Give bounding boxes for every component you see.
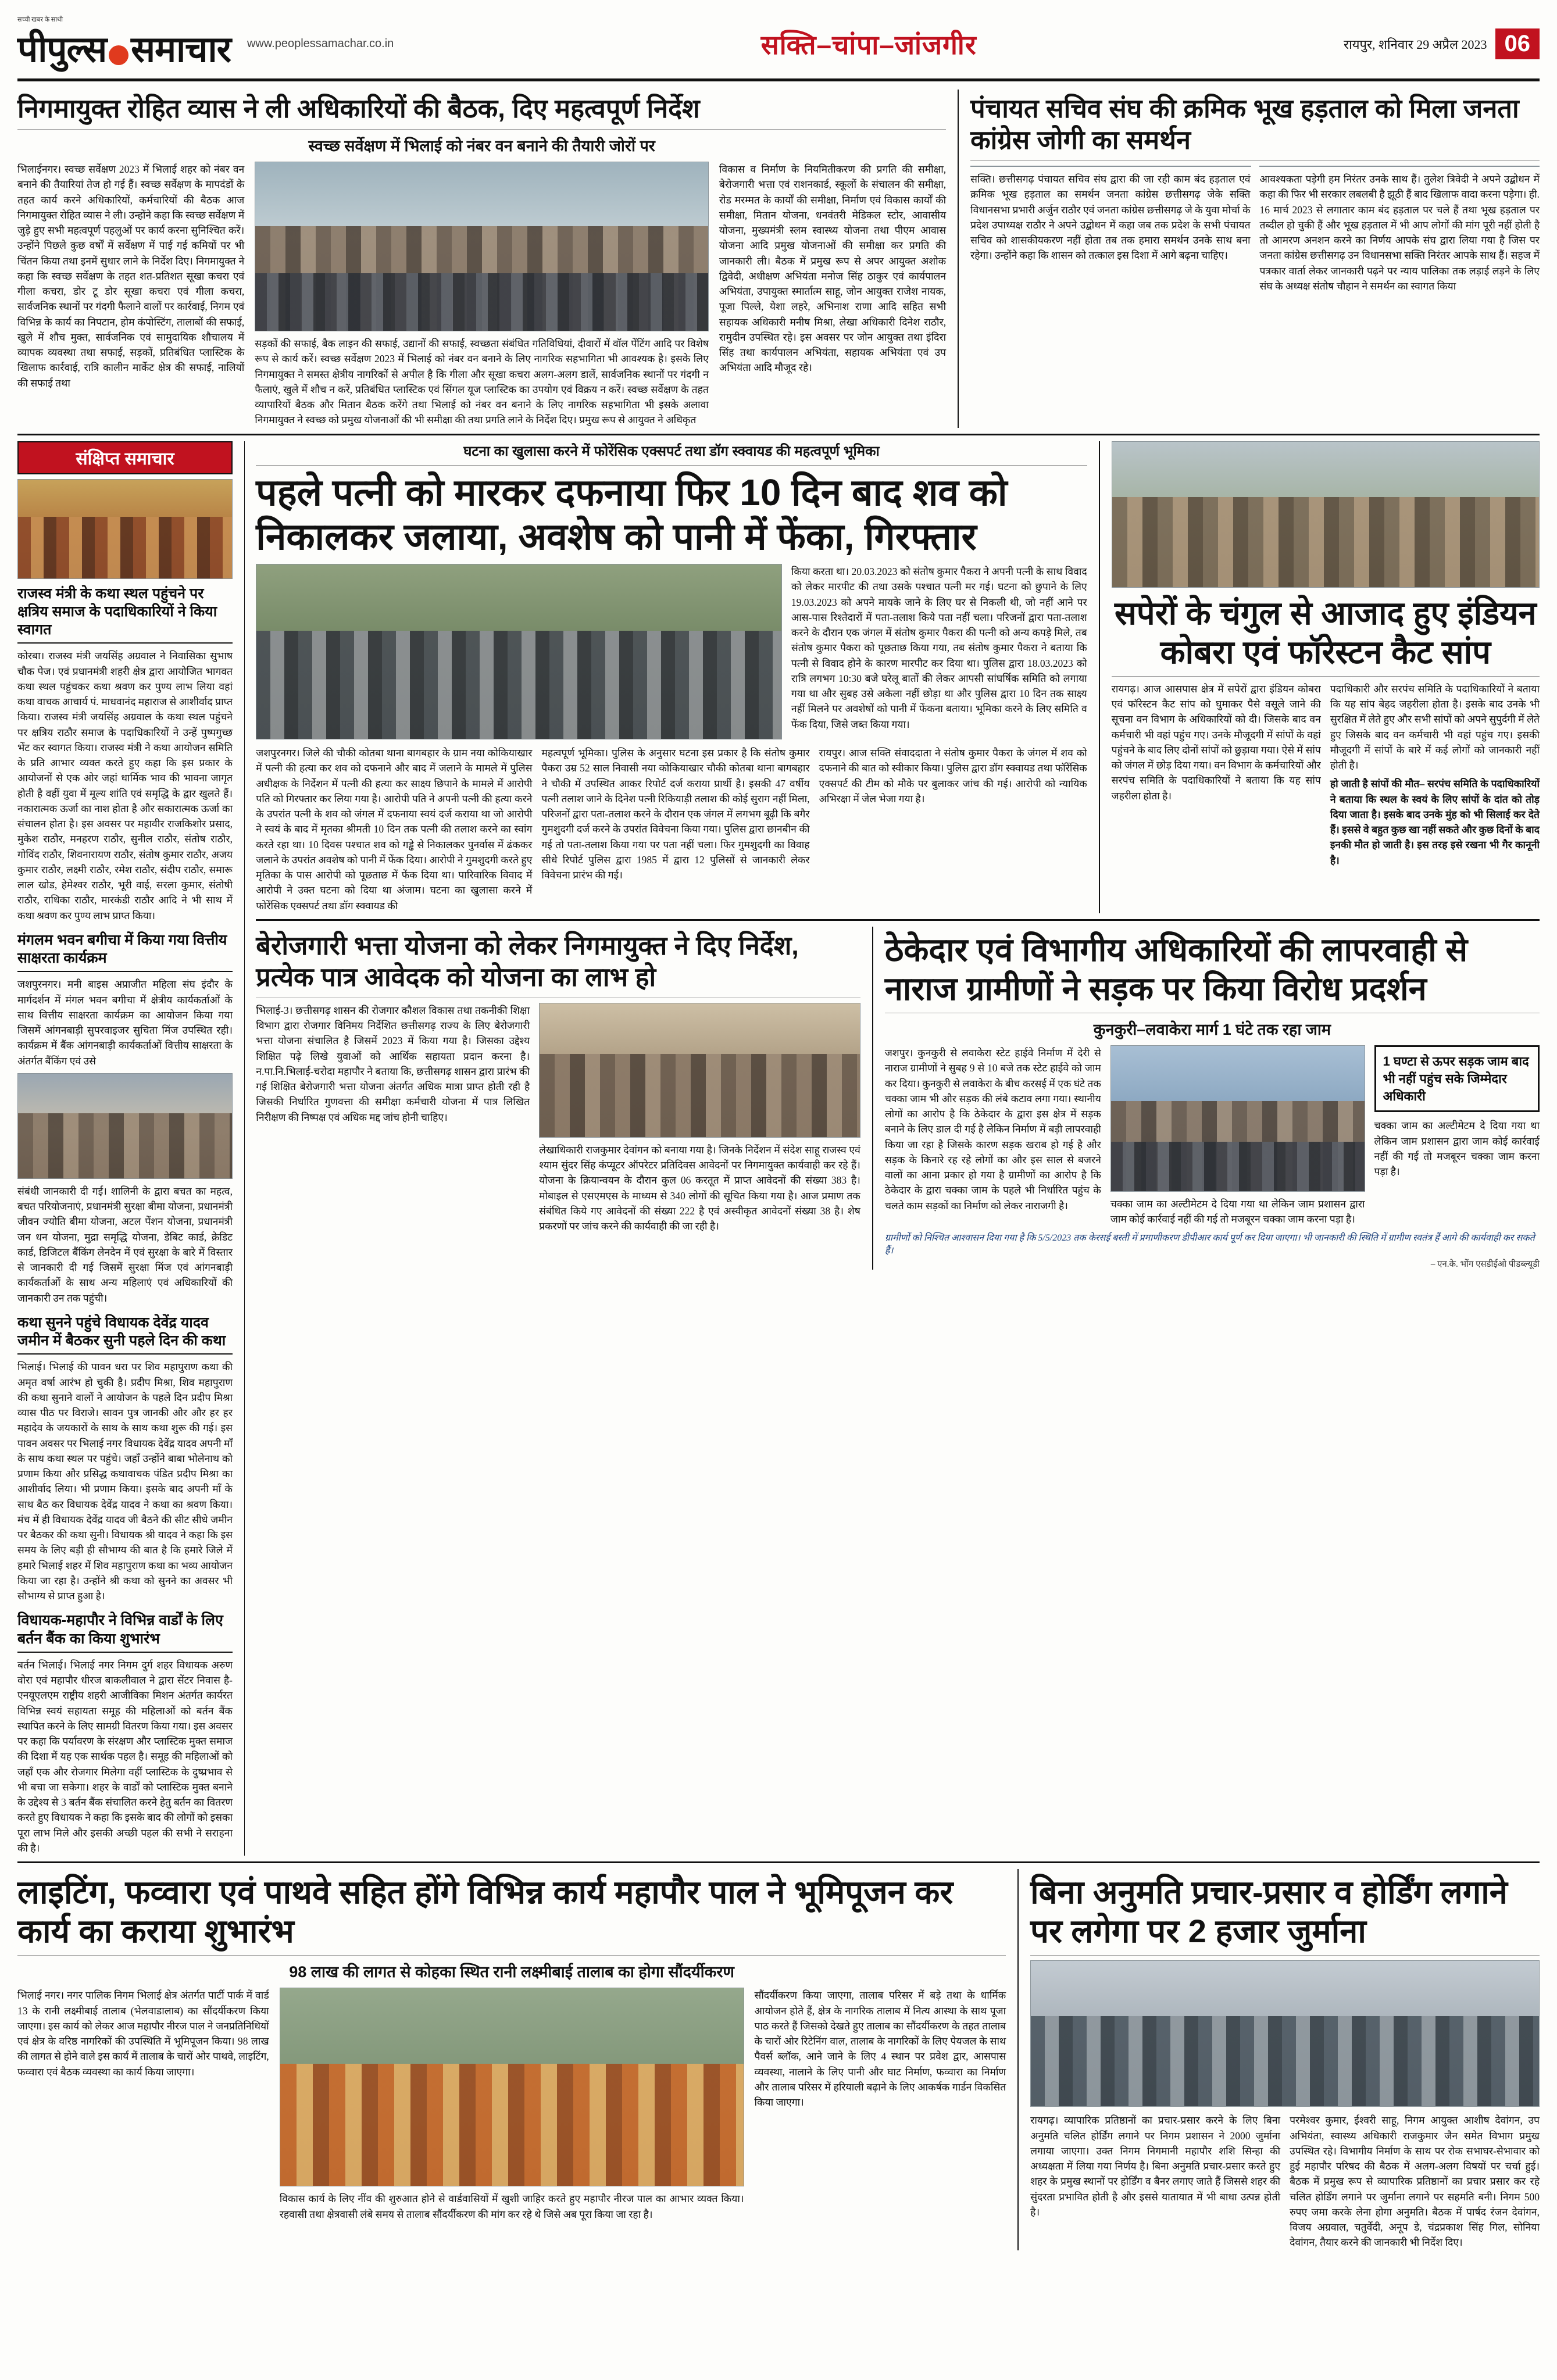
lead-row: [17, 90, 1540, 428]
second-band: [17, 441, 1540, 1856]
protest-headline: ठेकेदार एवं विभागीय अधिकारियों की लापरवाही से नाराज ग्रामीणों ने सड़क पर किया विरोध प्रदर्शन: [884, 931, 1468, 1007]
hoarding-headline: बिना अनुमति प्रचार-प्रसार व होर्डिंग लगाने पर लगेगा पर 2 हजार जुर्माना: [1030, 1874, 1508, 1950]
lead-left-subhead: स्वच्छ सर्वेक्षण में भिलाई को नंबर वन बनाने की तैयारी जोरों पर: [308, 137, 655, 155]
brief-1-body: कोरबा। राजस्व मंत्री जयसिंह अग्रवाल ने निवासिका सुभाष चौक पेज। एवं प्रधानमंत्री शहरी क्षेत्र द्वारा आयोजित भागवत कथा स्थल पहुंचकर कथा श्रवण कर पुण्य लाभ लिया वहां कथा वाचक आचार्य पं. माधवानंद महाराज से आशीर्वाद प्राप्त किया। राजस्व मंत्री जयसिंह अग्रवाल के कथा स्थल पहुंचने पर क्षत्रिय राठौर समाज के पदाधिकारियों ने उन्हें पुष्पगुच्छ भेंट कर स्वागत किया। राजस्व मंत्री ने कथा आयोजन समिति के प्रति आभार व्यक्त करते हुए कहा कि इस प्रकार के आयोजनों से एक ओर जहां धार्मिक भाव की भावना जागृत होती है वहीं युवा में मूल्य शांति एवं समृद्धि के द्वार खुलते हैं। नकारात्मक ऊर्जा का नाश होता है और सकारात्मक ऊर्जा का संचालन होता है। इस अवसर पर महावीर राजकिशोर प्रसाद, मुकेश राठौर, मनहरण राठौर, सुनील राठौर, संतोष राठौर, गोविंद राठौर, शिवनारायण राठौर, संतोष कुमार राठौर, अजय कुमार राठौर, लक्ष्मी राठौर, रमेश राठौर, संदीप राठौर, समारू लाल खोड, हेमेश्वर राठौर, भूरी वाई, सरला कुमार, संतोषी राठौर, राधिका राठौर, मारकंडी राठौर आदि ने भी साथ में कथा श्रवण कर पुण्य लाभ प्राप्त किया।: [17, 650, 233, 921]
brief-3-head: कथा सुनने पहुंचे विधायक देवेंद्र यादव जमीन में बैठकर सुनी पहले दिन की कथा: [17, 1314, 233, 1355]
site-url[interactable]: www.peoplessamachar.co.in: [247, 37, 394, 50]
hoarding-col1: रायगढ़। व्यापारिक प्रतिष्ठानों का प्रचार-प्रसार करने के लिए बिना अनुमति चलित होर्डिंग लगाने पर निगम प्रशासन ने 2000 जुर्माना लगाया जाएगा। उक्त निगम निगमानी महापौर शशि सिन्हा की अध्यक्षता में लिया गया निर्णय है। बिना अनुमति प्रचार-प्रसार करते हुए शहर के प्रमुख स्थानों पर होर्डिंग व बैनर लगाए जाते हैं जिससे शहर की सुंदरता प्रभावित होती है और इससे यातायात में भी बाधा उत्पन्न होती है।: [1030, 2114, 1281, 2218]
logo-tagline: सच्ची खबर के साथी: [17, 16, 63, 23]
lead-right-story: [970, 90, 1540, 428]
snake-col2: पदाधिकारी और सरपंच समिति के पदाधिकारियों ने बताया कि यह सांप बेहद जहरीला होता है। इसके बाद उनके भी सुरक्षित में लेते हुए और सभी सांपों को अपने सुपुर्दगी में लेते हुए जिसके बाद वन कर्मचारी भी वहां पहुंच गए। इसकी मौजूदगी में सांपों के बारे में कई लोगों को जानकारी नहीं होती है।: [1330, 682, 1540, 771]
unemployment-col2: लेखाधिकारी राजकुमार देवांगन को बनाया गया है। जिनके निर्देशन में संदेश साहू राजस्व एवं श्याम सुंदर सिंह कंप्यूटर ऑपरेटर प्रतिदिवस आवेदनों पर निगमायुक्त कार्यवाही कर रहे हैं। योजना के क्रियान्वयन के दौरान कुल 06 करतूत में प्राप्त आवेदनों की संख्या 383 है। मोबाइल से एसएमएस के माध्यम से 340 लोगों की सूचित किया गया है। आज प्रमाण तक संबंधित किये गए आवेदनों की संख्या 222 है एवं अस्वीकृत आवेदनों संख्या 38 है। शेष प्रकरणों पर जांच करने की कार्यवाही की जा रही है।: [539, 1143, 860, 1232]
center-right-band: [256, 441, 1540, 1856]
snake-col1: रायगढ़। आज आसपास क्षेत्र में सपेरों द्वारा इंडियन कोबरा एवं फॉरेस्टन कैट सांप को घुमाकर पैसे वसूले जाने की सूचना वन विभाग के अधिकारियों को दी। जिसके बाद वन कर्मचारी भी वहां पहुंच गए। उनके मौजूदगी में सांपों के वहां पहुंचने के बाद लिए दोनों सांपों को छुड़ाया गया। ऐसे में सांप को जंगल में छोड़ दिया गया। वन विभाग के कर्मचारियों और सरपंच समिति के पदाधिकारियों ने बताया कि यह सांप जहरीला होता है।: [1111, 682, 1321, 802]
briefs-column: [17, 441, 233, 1856]
lighting-subhead: 98 लाख की लागत से कोहका स्थित रानी लक्ष्मीबाई तालाब का होगा सौंदर्यीकरण: [289, 1963, 734, 1981]
lighting-col3: सौंदर्यीकरण किया जाएगा, तालाब परिसर में बड़े तथा के धार्मिक आयोजन होते हैं, क्षेत्र के नागरिक तालाब में नित्य आस्था के साथ पूजा पाठ करते हैं जिसको देखते हुए तालाब का सौंदर्यीकरण के तहत तालाब के चारों ओर रिटेनिंग वाल, तालाब के नागरिकों के लिए पेयजल के साथ पैवर्स ब्लॉक, आने जाने के लिए 4 स्थान पर प्रवेश द्वार, आसपास व्यवस्था, नालाने के लिए पानी और घाट निर्माण, फव्वारा का निर्माण और तालाब परिसर में हरियाली बढ़ाने के लिए आकर्षक गार्डन विकसित किया जाएगा।: [754, 1989, 1006, 2109]
briefs-photo-2: [17, 1073, 233, 1179]
hoarding-col2: परमेश्वर कुमार, ईश्वरी साहू, निगम आयुक्त आशीष देवांगन, उप अभियंता, स्वास्थ्य अधिकारी राजकुमार जैन समेत विभाग प्रमुख उपस्थित रहे। विभागीय निर्माण के साथ पर रोक सभाघर-सेभावार को हुई महापौर परिषद की बैठक में अलग-अलग विषयों पर चर्चा हुई। बैठक में प्रमुख रूप से व्यापारिक प्रतिष्ठानों का प्रचार प्रसार कर रहे चलित होर्डिंग लगाने पर जुर्माना लगाने पर सहमति बनी। निगम 500 रुपए जमा करके लेना होगा अनुमति। बैठक में पार्षद रंजन देवांगन, विजय अग्रवाल, चतुर्वेदी, अनूप डे, चंद्रप्रकाश सिंह गिल, सोनिया देवांगन, तैयार करने की जानकारी भी निर्देश दिए।: [1290, 2114, 1540, 2249]
lead-right-headline: पंचायत सचिव संघ की क्रमिक भूख हड़ताल को मिला जनता कांग्रेस जोगी का समर्थन: [970, 94, 1519, 155]
unemployment-headline: बेरोजगारी भत्ता योजना को लेकर निगमायुक्त ने दिए निर्देश, प्रत्येक पात्र आवेदक को योजना का लाभ हो: [256, 930, 799, 992]
edition-block: [394, 26, 1344, 62]
bottom-band: [17, 1869, 1540, 2250]
crime-headline: पहले पत्नी को मारकर दफनाया फिर 10 दिन बाद शव को निकालकर जलाया, अवशेष को पानी में फेंका, गिरफ्तार: [256, 471, 1008, 558]
lead-left-headline: निगमायुक्त रोहित व्यास ने ली अधिकारियों की बैठक, दिए महत्वपूर्ण निर्देश: [17, 94, 700, 123]
date-line: रायपुर, शनिवार 29 अप्रैल 2023: [1344, 37, 1487, 52]
brief-4-body: बर्तन भिलाई। भिलाई नगर निगम दुर्ग शहर विधायक अरुण वोरा एवं महापौर धीरज बाकलीवाल ने द्वारा सेंटर निवास है-एनयूएलएम राष्ट्रीय शहरी आजीविका मिशन अंतर्गत कार्यरत विभिन्न स्वयं सहायता समूह की महिलाओं को बर्तन बैंक स्थापित करने के लिए सामग्री वितरण किया गया। इस अवसर पर कहा कि पर्यावरण के संरक्षण और प्लास्टिक मुक्त समाज की दिशा में यह एक सार्थक पहल है। समूह की महिलाओं को जहाँ एक और रोजगार मिलेगा वहीं प्लास्टिक के दुष्प्रभाव से भी बचा जा सकेगा। शहर के वार्डों को प्लास्टिक मुक्त बनाने के उद्देश्य से 3 बर्तन बैंक संचालित करने हेतु बर्तन का वितरण करते हुए विधायक ने कहा कि इसके बाद की लोगों को इसका पूरा लाभ मिले और इसकी अच्छी पहल की सभी ने सराहना की है।: [17, 1659, 233, 1854]
crime-col2: महत्वपूर्ण भूमिका। पुलिस के अनुसार घटना इस प्रकार है कि संतोष कुमार पैकरा उम्र 52 साल निवासी नया कोकियाखार चौकी कोतबा थाना बागबहार ने चौकी में उपस्थित आकर रिपोर्ट दर्ज कराया प्रार्थी है। इसकी 47 वर्षीय पत्नी तलाश जाने के दिनेश पत्नी रिकियाड़ी तलाश की कोई सुराग नहीं मिला, परिजनों द्वारा पता-तलाश करने के दौरान एक जंगल में लगभग बूढ़ी कि बगैर गुमशुदगी दर्ज करने के उपरांत विवेचना किया गया। पुलिस द्वारा छानबीन की गई तो पता-तलाश किया गया पर पता नहीं चला। फिर गुमशुदगी का विवाह सीधे रिपोर्ट पुलिस द्वारा 1985 में द्वारा 12 पुलिसों से जानकारी लेकर विवेचना प्रारंभ की गई।: [541, 747, 810, 881]
protest-photo: [1110, 1045, 1365, 1192]
crime-photo: [256, 564, 782, 739]
protest-col2: चक्का जाम का अल्टीमेटम दे दिया गया था लेकिन जाम प्रशासन द्वारा जाम कोई कार्रवाई नहीं की गई तो मजबूरन चक्का जाम करना पड़ा है।: [1110, 1198, 1365, 1225]
lead-right-photo-1: [970, 166, 1251, 167]
unemployment-photo: [539, 1003, 860, 1138]
lead-right-col2: आवश्यकता पड़ेगी हम निरंतर उनके साथ हैं। तुलेश त्रिवेदी ने अपने उद्बोधन में कहा की फिर भी सरकार लबलबी है झूठी हैं बाद खिलाफ वादा करना पड़ेगा। ही. 16 मार्च 2023 से लगातार काम बंद हड़ताल पर चले हैं तथा भूख हड़ताल पर तब्दील हो चुकी हैं और भूख हड़ताल में भी आप लोगों की मांग पूरी नहीं होती है तो आमरण अनशन करने का निर्णय आपके संघ द्वारा लिया गया है जिस पर जनता कांग्रेस छत्तीसगढ़ उन विधानसभा सक्ति निरंतर आपके साथ हैं। सहज में पत्रकार वार्ता लेकर जानकारी पढ़ने पर न्याय पालिका तक लड़ाई लड़ने के लिए संघ के अध्यक्ष संतोष चौहान ने समर्थन का स्वागत किया: [1259, 173, 1540, 292]
lead-left-col2: सड़कों की सफाई, बैक लाइन की सफाई, उद्यानों की सफाई, स्वच्छता संबंधित गतिविधियां, दीवारों में वॉल पेंटिंग आदि पर विशेष रूप से कार्य करें। स्वच्छ सर्वेक्षण 2023 में भिलाई को नंबर वन बनाने के लिए नागरिक सहभागिता भी आवश्यक है। इसके लिए निगमायुक्त ने समस्त क्षेत्रीय नागरिकों से अपील है कि गीला और सूखा कचरा अलग-अलग डालें, सार्वजनिक स्थानों पर गंदगी न फैलाएं, खुले में शौच न करें, प्रतिबंधित प्लास्टिक एवं सिंगल यूज प्लास्टिक का उपयोग एवं विक्रय न करें। स्वच्छ सर्वेक्षण के तहत व्यापारियों बैठक और मितान बैठक करेंगे तथा भिलाई को नंबर वन बनाने के लिए नागरिक सहभागिता भी इसके अलावा निगमायुक्त ने स्वच्छ को प्रमुख योजनाओं की भी समीक्षा की तथा प्रगति लाने के निर्देश दिए। प्रमुख रूप से आयुक्त ने अधिकृत: [255, 338, 709, 426]
protest-sign: – एन.के. भोंग एसडीईओ पीडब्ल्यूडी: [1430, 1259, 1540, 1269]
hoarding-story: [1030, 1869, 1540, 2250]
edition-name: सक्ति–चांपा–जांजगीर: [760, 29, 977, 60]
brief-1-head: राजस्व मंत्री के कथा स्थल पहुंचने पर क्षत्रिय समाज के पदाधिकारियों ने किया स्वागत: [17, 585, 233, 644]
snake-highlight: हो जाती है सांपों की मौत– सरपंच समिति के पदाधिकारियों ने बताया कि स्थल के स्वयं के लिए सांपों के दांत को तोड़ दिया जाता है। इसके बाद उनके मुंह को भी सिलाई कर देते हैं। इससे वे बहुत कुछ खा नहीं सकते और कुछ दिनों के बाद इनकी मौत हो जाती है। इस तरह इसे रखना भी गैर कानूनी है।: [1330, 778, 1540, 866]
protest-col3: चक्का जाम का अल्टीमेटम दे दिया गया था लेकिन जाम प्रशासन द्वारा जाम कोई कार्रवाई नहीं की गई तो मजबूरन चक्का जाम करना पड़ा है।: [1374, 1120, 1540, 1178]
lighting-col1: भिलाई नगर। नगर पालिक निगम भिलाई क्षेत्र अंतर्गत पार्टी पार्क में वार्ड 13 के रानी लक्ष्मीबाई तालाब (भेलवाडालाब) का सौंदर्यीकरण किया जाएगा। इस कार्य को लेकर आज महापौर नीरज पाल ने जनप्रतिनिधियों एवं क्षेत्र के वरिष्ठ नागरिकों की उपस्थिति में भूमिपूजन किया। 98 लाख की लागत से होने वाले इस कार्य में तालाब के चारों ओर पाथवे, लाइटिंग, फव्वारा एवं बैठक व्यवस्था का कार्य किया जाएगा।: [17, 1989, 269, 2078]
logo-main: पीपुल्स: [17, 30, 107, 70]
logo: [17, 15, 231, 73]
brief-3-body: भिलाई। भिलाई की पावन धरा पर शिव महापुराण कथा की अमृत वर्षा आरंभ हो चुकी है। प्रदीप मिश्रा, शिव महापुराण की कथा सुनाने वालों ने आयोजन के पहले दिन प्रदीप मिश्रा व्यास पीठ पर विराजे। सावन पुत्र जानकी और और हर हर महादेव के जयकारों के साथ के साथ कथा शुरू की गई। इस पावन अवसर पर भिलाई नगर विधायक देवेंद्र यादव अपनी माँ के साथ कथा स्थल पर पहुंचे। जहाँ उन्होंने बाबा भोलेनाथ को प्रणाम किया और प्रसिद्ध कथावाचक पंडित प्रदीप मिश्रा का आशीर्वाद लिया। भी प्रणाम किया। इसके बाद अपनी माँ के साथ बैठ कर विधायक देवेंद्र यादव ने कथा का श्रवण किया। मंच में ही विधायक देवेंद्र यादव जी बैठने की सीट सीधे जमीन पर बैठकर की कथा सुनी। विधायक श्री यादव ने कहा कि इस समय के लिए बड़ी ही सौभाग्य की बात है कि हमारे जिले में हमारे भिलाई शहर में शिव महापुराण कथा का भव्य आयोजन किया जा रहा है। उन्होंने श्री कथा को सुनने का अवसर भी सौभाग्य से प्राप्त हुआ है।: [17, 1361, 233, 1602]
brief-2-body-2: संबंधी जानकारी दी गई। शालिनी के द्वारा बचत का महत्व, बचत परियोजनाएं, प्रधानमंत्री सुरक्षा बीमा योजना, प्रधानमंत्री जीवन ज्योति बीमा योजना, अटल पेंशन योजना, प्रधानमंत्री जन धन योजना, मुद्रा समृद्धि योजना, डेबिट कार्ड, क्रेडिट कार्ड, डिजिटल बैंकिंग लेनदेन में एवं सुरक्षा के बारे में विस्तार से जानकारी दी गई जिसमें सुरक्षा मिंज एवं आंगनबाड़ी कार्यकर्ताओं के साथ अन्य महिलाएं एवं अधिकारियों की जानकारी उन तक पहुंची।: [17, 1185, 233, 1304]
brief-2-head: मंगलम भवन बगीचा में किया गया वित्तीय साक्षरता कार्यक्रम: [17, 931, 233, 973]
lead-right-photo-2: [1259, 166, 1540, 167]
logo-text: [17, 24, 231, 73]
protest-story: [885, 927, 1540, 1270]
logo-second: समाचार: [131, 30, 231, 70]
snake-story: [1112, 441, 1540, 913]
protest-col1: जशपुर। कुनकुरी से लवाकेरा स्टेट हाईवे निर्माण में देरी से नाराज ग्रामीणों ने सुबह 9 से 10 बजे तक स्टेट हाईवे को जाम कर दिया। कुनकुरी से लवाकेरा के बीच करसई में एक घंटे तक चक्का जाम भी और सड़क की लंबे कटाव लगा गया। स्थानीय लोगों का आरोप है कि ठेकेदार के द्वारा इस क्षेत्र में सड़क बनाने के लिए डाल दी गई है लेकिन निर्माण में बड़ी लापरवाही किया जा रहा है जिसके कारण सड़क खराब हो गई है और सड़क के किनारे रह रहे लोगों का और इस साल से बजरने वालों का आना प्रकार हो गया है ग्रामीणों का आरोप है कि ठेकेदार के द्वारा चक्का जाम के पहले भी निर्धारित पहुंच के चलते काम सड़कों का निर्माण को लेकर नाराजगी है।: [884, 1047, 1101, 1212]
crime-col1: जशपुरनगर। जिले की चौकी कोतबा थाना बागबहार के ग्राम नया कोकियाखार में पत्नी की हत्या कर शव को दफनाने और बाद में जलाने के मामले में पुलिस अधीक्षक के निर्देशन में पत्नी की हत्या कर साक्ष्य छिपाने के मामले में आरोपी पति को गिरफ्तार कर लिया गया है। आरोपी पति ने अपनी पत्नी की हत्या करने के उपरांत पत्नी के शव को जंगल में दफनाया स्वयं दर्ज कराया था जो आरोपी ने स्वयं के बाद में मृतका श्रीमती 10 दिन तक पत्नी की तलाश करने का स्वांग करते रहा था। 10 दिवस पश्चात शव को गड्ढे से निकालकर पुनर्वास में ढंककर जलाने के उपरांत अवशेष को पानी में फेंक दिया। आरोपी ने गुमशुदगी करते हुए मृतिका के पास आरोपी को पूछताछ में फेंक दिया था। पारिवारिक विवाद में आरोपी ने उक्त घटना को दिया था अंजाम। घटना का खुलासा करने में फोरेंसिक एक्सपर्ट तथा डॉग स्क्वायड की: [256, 747, 533, 912]
protest-subhead: कुनकुरी–लवाकेरा मार्ग 1 घंटे तक रहा जाम: [1093, 1021, 1331, 1039]
sun-icon: [109, 45, 128, 65]
briefs-label: संक्षिप्त समाचार: [17, 441, 233, 474]
unemployment-story: [256, 927, 860, 1270]
masthead-right: [1344, 28, 1540, 59]
snake-headline: सपेरों के चंगुल से आजाद हुए इंडियन कोबरा एवं फॉरेस्टन कैट सांप: [1115, 594, 1537, 670]
briefs-photo-1: [17, 479, 233, 579]
lead-left-col3: विकास व निर्माण के नियमितीकरण की प्रगति की समीक्षा, बेरोजगारी भत्ता एवं राशनकार्ड, स्कूलों के संचालन की समीक्षा, रोड मरम्मत के कार्यों की समीक्षा, निर्माण एवं विकास कार्यों की समीक्षा, मितान योजना, धनवंतरी मेडिकल स्टोर, आवासीय योजना, मुख्यमंत्री स्लम स्वास्थ्य योजना तथा पीएम आवास योजना आदि प्रमुख योजनाओं की समीक्षा कर प्रगति की जानकारी ली। बैठक में प्रमुख रूप से अपर आयुक्त अशोक द्विवेदी, अधीक्षण अभियंता मनोज सिंह ठाकुर एवं कार्यपालन अभियंता, उपायुक्त स्मार्तात्म साहू, जोन आयुक्त राजेश नायक, पूजा पिल्ले, येशा लहरे, अभिनाश राणा आदि सहित सभी सहायक अधिकारी मनीष मिश्रा, लेखा अधिकारी दिनेश राठौर, रामुदीन उपस्थित रहे। इस अवसर पर जोन आयुक्त तथा इंदिरा सिंह तथा कार्यपालन अभियंता, सहायक अभियंता एवं उप अभियंता आदि मौजूद रहे।: [719, 163, 947, 374]
lead-left-photo: [255, 162, 709, 331]
snake-photo: [1112, 441, 1540, 588]
brief-4-head: विधायक-महापौर ने विभिन्न वार्डों के लिए बर्तन बैंक का किया शुभारंभ: [17, 1611, 233, 1653]
brief-2-body: जशपुरनगर। मनी बाइस अप्राजीत महिला संघ इंदौर के मार्गदर्शन में मंगल भवन बगीचा में क्षेत्रीय कार्यकर्ताओं के साथ वित्तीय साक्षरता कार्यक्रम का आयोजन किया गया जिसमें आंगनबाड़ी सुपरवाइजर सुचिता मिंज उपस्थित रही। कार्यक्रम में बैंक आंगनबाड़ी कार्यकर्ताओं वित्तीय साक्षरता के अंतर्गत बैंकिंग एवं उसे: [17, 978, 233, 1067]
protest-note: ग्रामीणों को निश्चित आश्वासन दिया गया है कि 5/5/2023 तक केरसई बस्ती में प्रमाणीकरण डीपीआर कार्य पूर्ण कर दिया जाएगा। भी जानकारी की स्थिति में ग्रामीण स्वतंत्र हैं आगे की कार्यवाही कर सकते हैं।: [884, 1232, 1535, 1256]
lighting-story: [17, 1869, 1006, 2250]
page-number: 06: [1495, 28, 1540, 59]
lead-left-story: [17, 90, 946, 428]
third-band: [256, 927, 1540, 1270]
lighting-photo: [280, 1988, 744, 2186]
lighting-col2: विकास कार्य के लिए नींव की शुरुआत होने से वार्डवासियों में खुशी जाहिर करते हुए महापौर नीरज पाल का आभार व्यक्त किया। रहवासी तथा क्षेत्रवासी लंबे समय से तालाब सौंदर्यीकरण की मांग कर रहे थे जिसे अब पूरा किया जा रहा है।: [279, 2193, 744, 2220]
protest-highlight-box: 1 घण्टा से ऊपर सड़क जाम बाद भी नहीं पहुंच सके जिम्मेदार अधिकारी: [1374, 1045, 1540, 1112]
lighting-headline: लाइटिंग, फव्वारा एवं पाथवे सहित होंगे विभिन्न कार्य महापौर पाल ने भूमिपूजन कर कार्य का कराया शुभारंभ: [17, 1874, 954, 1950]
masthead: [17, 15, 1540, 81]
lead-left-col1: भिलाईनगर। स्वच्छ सर्वेक्षण 2023 में भिलाई शहर को नंबर वन बनाने की तैयारियां तेज हो गई हैं। स्वच्छ सर्वेक्षण के मापदंडों के तहत कार्य करने अधिकारियों, कर्मचारियों की बैठक आज निगमायुक्त रोहित व्यास ने ली। उन्होंने कहा कि स्वच्छ सर्वेक्षण में जुड़े हुए सभी महत्वपूर्ण पहलुओं पर कार्य करना सुनिश्चित करें। उन्होंने पिछले कुछ वर्षों में सर्वेक्षण में पाई गई कमियों पर भी चिंतन किया तथा इनमें सुधार लाने के निर्देश दिए। निगमायुक्त ने कहा कि स्वच्छ सर्वेक्षण के तहत शत-प्रतिशत सूखा कचरा एवं गीला कचरा, डोर टू डोर सूखा कचरा एवं गीला कचरा, सार्वजनिक स्थानों पर गंदगी फैलाने वालों पर कार्रवाई, निगम एवं विभिन्न के कार्य का निपटान, होम कंपोस्टिंग, तालाबों की सफाई, खुले में शौच मुक्त, सार्वजनिक एवं सामुदायिक शौचालय में व्यापक व्यवस्था तथा सफाई, सड़कों, प्रतिबंधित प्लास्टिक के खिलाफ कार्रवाई, रात्रि कालीन मार्केट क्षेत्र की सफाई, नालियों की सफाई तथा: [17, 163, 245, 389]
crime-col4: रायपुर। आज सक्ति संवाददाता ने संतोष कुमार पैकरा के जंगल में शव को दफनाने की बात को स्वीकार किया। पुलिस द्वारा डॉग स्क्वायड तथा फॉरेंसिक एक्सपर्ट की टीम को मौके पर बुलाकर जांच की गई। आरोपी को न्यायिक अभिरक्षा में जेल भेजा गया है।: [819, 747, 1087, 805]
lead-right-col1: सक्ति। छत्तीसगढ़ पंचायत सचिव संघ द्वारा की जा रही काम बंद हड़ताल एवं क्रमिक भूख हड़ताल का समर्थन जनता कांग्रेस छत्तीसगढ़ जेके सक्ति विधानसभा प्रभारी अर्जुन राठौर एवं जनता कांग्रेस छत्तीसगढ़ जे के युवा मोर्चा के प्रदेश उपाध्यक्ष राठौर ने अपने उद्बोधन में कहा जब तक प्रदेश के सभी पंचायत सचिव को शासकीयकरण नहीं होता तब तक हमारा समर्थन उनके साथ बना रहेगा। उन्होंने कहा कि शासन को तत्काल इस दिशा में आगे बढ़ना चाहिए।: [970, 173, 1251, 262]
hoarding-photo: [1030, 1960, 1540, 2107]
crime-kicker: घटना का खुलासा करने में फोरेंसिक एक्सपर्ट तथा डॉग स्क्वायड की महत्वपूर्ण भूमिका: [463, 443, 880, 459]
unemployment-col1: भिलाई-3। छत्तीसगढ़ शासन की रोजगार कौशल विकास तथा तकनीकी शिक्षा विभाग द्वारा रोजगार विनिमय निर्देशित छत्तीसगढ़ राज्य के लिए बेरोजगारी भत्ता योजना संचालित है जिसमें 2023 में किया गया है। जिसका उद्देश्य शिक्षित पढ़े लिखे युवाओं को आर्थिक सहायता प्रदान करना है। न.पा.नि.भिलाई-चरोदा महापौर ने बताया कि, छत्तीसगढ़ शासन द्वारा प्रारंभ की गई शिक्षित बेरोजगारी भत्ता योजना अंतर्गत अधिक मात्रा प्राप्त होती रही है जिसकी निर्धारित गुणवत्ता की समीक्षा कर्मचारी योजना में पात्र लिखित निरीक्षण की निष्पक्ष एवं अधिक मद्द जांच होनी चाहिए।: [256, 1004, 530, 1123]
crime-story: [256, 441, 1087, 913]
crime-col3-top: किया करता था। 20.03.2023 को संतोष कुमार पैकरा ने अपनी पत्नी के साथ विवाद को लेकर मारपीट की तथा उसके पश्चात पत्नी मर गई। घटना को छुपाने के लिए 19.03.2023 को अपने मायके जाने के लिए घर से निकली थी, जो नहीं आने पर आस-पास रिश्तेदारों में पता-तलाश किये पता नहीं चला। परिजनों द्वारा पता-तलाश करने के दौरान एक जंगल में संतोष कुमार पैकरा की पत्नी को अन्य कपड़े मिले, तब संतोष कुमार पैकरा को पूछताछ किया गया, तब संतोष कुमार पैकरा ने बताया कि पत्नी से विवाद होने के कारण मारपीट कर दिया था। पुलिस द्वारा 18.03.2023 को रात्रि लगभग 10:30 बजे घरेलू बातों की लेकर आपसी सांघर्षिक समिति को लगाया गया था और सुबह उसे अकेला नहीं छोड़ा था और पुलिस द्वारा 10 दिन तक साक्ष्य नहीं मिलने पर अवशेषों को पानी में फेंकना बताया। भूमिका करने के लिए समिति व फेंक दिया, जिसे जब्त किया गया।: [791, 566, 1087, 730]
